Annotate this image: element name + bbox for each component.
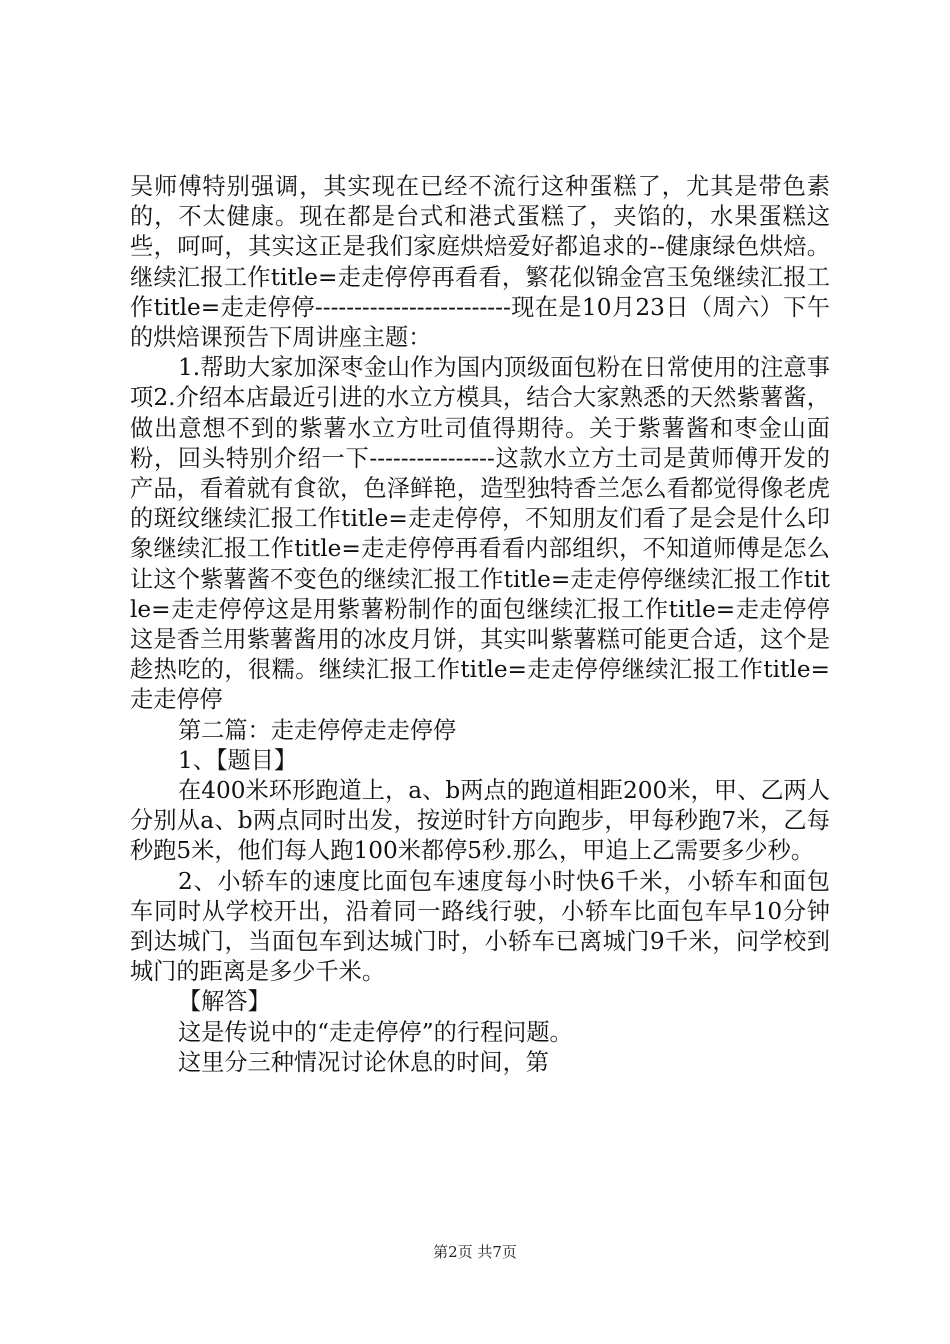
page-number-footer: 第2页 共7页: [433, 1243, 517, 1261]
question-heading: 1、【题目】: [178, 746, 298, 774]
paragraph-cake-intro: 吴师傅特别强调，其实现在已经不流行这种蛋糕了，尤其是带色素的，不太健康。现在都是台式和港式蛋糕了，夹馅的，水果蛋糕这些，呵呵，其实这正是我们家庭烘焙爱好都追求的--健康绿色烘焙。继续汇报工作title=走走停停再看看，繁花似锦金宫玉兔继续汇报工作title=走走停停-------------------------现在是10月23日（周六）下午的烘焙课预告下周讲座主题：: [130, 173, 830, 352]
answer-heading: 【解答】: [178, 988, 271, 1016]
question-1-text: 在400米环形跑道上，a、b两点的跑道相距200米，甲、乙两人分别从a、b两点同时出发，按逆时针方向跑步，甲每秒跑7米，乙每秒跑5米，他们每人跑100米都停5秒.那么，甲追上乙需要多少秒。: [130, 777, 830, 865]
document-body: [130, 172, 830, 1078]
answer-intro: 这是传说中的“走走停停”的行程问题。: [178, 1018, 573, 1046]
section-heading: 第二篇：走走停停走走停停: [178, 716, 457, 744]
answer-continued: 这里分三种情况讨论休息的时间，第: [178, 1048, 549, 1076]
question-2-text: 2、小轿车的速度比面包车速度每小时快6千米，小轿车和面包车同时从学校开出，沿着同一路线行驶，小轿车比面包车早10分钟到达城门，当面包车到达城门时，小轿车已离城门9千米，问学校到城门的距离是多少千米。: [130, 867, 830, 986]
paragraph-lecture-topics: 1.帮助大家加深枣金山作为国内顶级面包粉在日常使用的注意事项2.介绍本店最近引进的水立方模具，结合大家熟悉的天然紫薯酱，做出意想不到的紫薯水立方吐司值得期待。关于紫薯酱和枣金山面粉，回头特别介绍一下----------------这款水立方土司是黄师傅开发的产品，看着就有食欲，色泽鲜艳，造型独特香兰怎么看都觉得像老虎的斑纹继续汇报工作title=走走停停，不知朋友们看了是会是什么印象继续汇报工作title=走走停停再看看内部组织，不知道师傅是怎么让这个紫薯酱不变色的继续汇报工作title=走走停停继续汇报工作title=走走停停这是用紫薯粉制作的面包继续汇报工作title=走走停停这是香兰用紫薯酱用的冰皮月饼，其实叫紫薯糕可能更合适，这个是趁热吃的，很糯。继续汇报工作title=走走停停继续汇报工作title=走走停停: [130, 354, 830, 714]
